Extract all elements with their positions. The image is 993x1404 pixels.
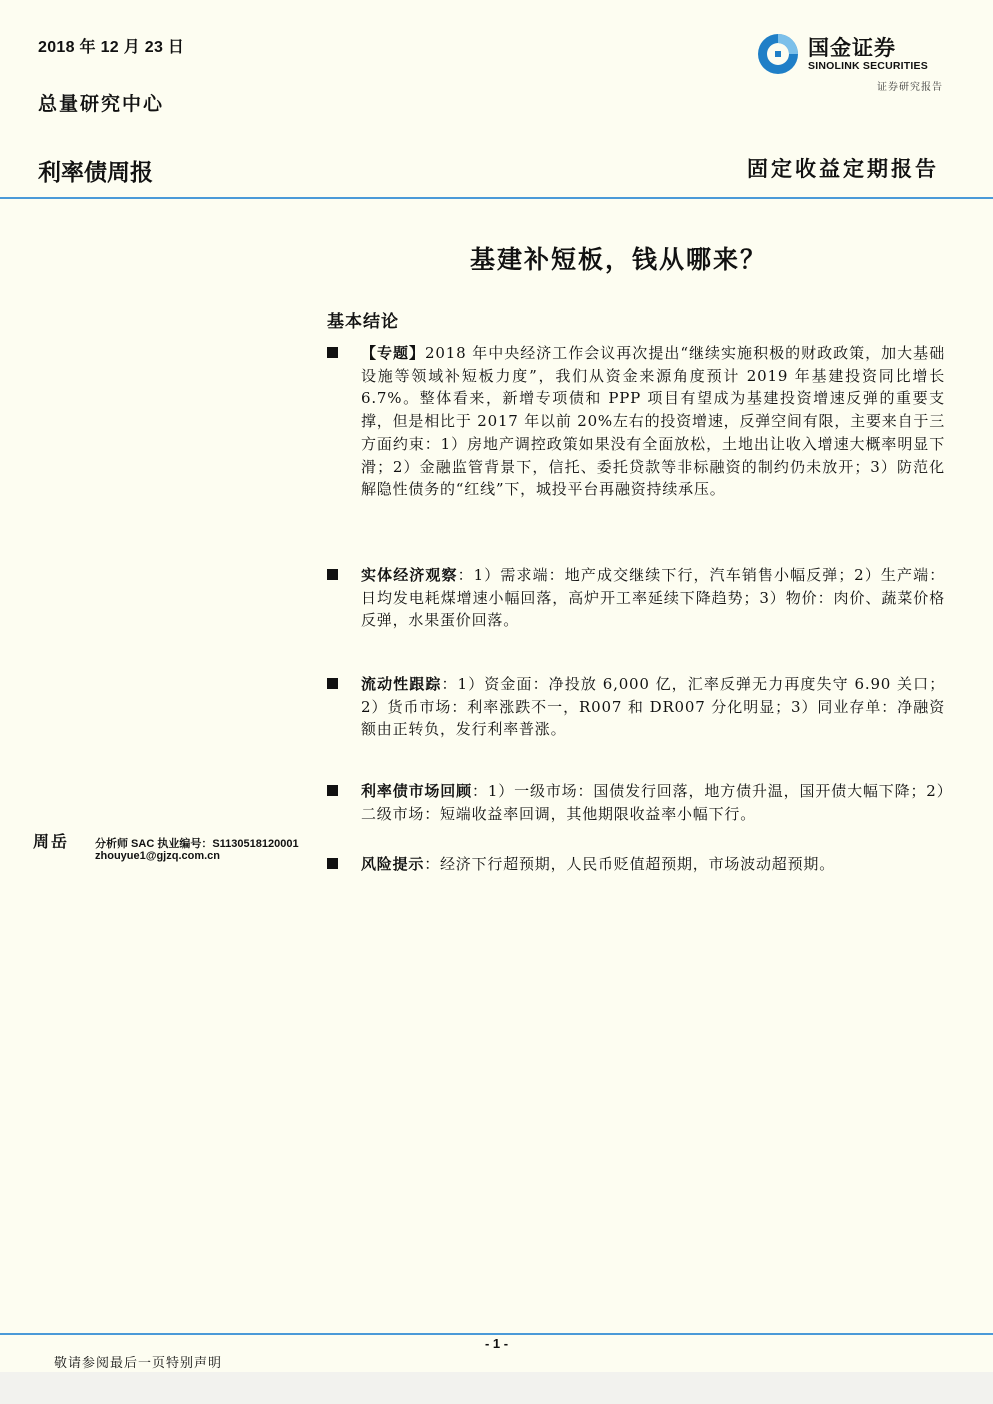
bullet-lead: 利率债市场回顾 xyxy=(361,782,472,800)
report-title: 利率债周报 xyxy=(38,160,153,186)
report-type: 固定收益定期报告 xyxy=(747,156,939,181)
page-bottom-band xyxy=(0,1372,993,1404)
page-number: - 1 - xyxy=(484,1336,509,1351)
section-title: 基本结论 xyxy=(327,312,399,332)
bullet-lead: 流动性跟踪 xyxy=(361,675,442,693)
bullet-lead: 【专题】 xyxy=(361,344,426,362)
research-center: 总量研究中心 xyxy=(38,93,165,115)
headline: 基建补短板，钱从哪来？ xyxy=(470,245,768,274)
bullet-body: 2018 年中央经济工作会议再次提出“继续实施积极的财政政策，加大基础设施等领域补短板力度”，我们从资金来源角度预计 2019 年基建投资同比增长 6.7%。整体看来，新增专项债和 PPP 项目有望成为基建投资增速反弹的重要支撑，但是相比于 2017 年以前 20%左右的投资增速，反弹空间有限，主要来自于三方面约束：1）房地产调控政策如果没有全面放松，土地出让收入增速大概率明显下滑；2）金融监管背景下，信托、委托贷款等非标融资的制约仍未放开；3）防范化解隐性债务的“红线”下，城投平台再融资持续承压。 xyxy=(361,344,945,499)
author-email[interactable]: zhouyue1@gjzq.com.cn xyxy=(95,850,221,862)
bullet-item xyxy=(327,853,945,876)
header-divider xyxy=(0,197,993,199)
company-logo xyxy=(756,32,944,78)
bullet-item xyxy=(327,780,945,825)
report-date: 2018 年 12 月 23 日 xyxy=(38,39,185,56)
bullet-text xyxy=(361,673,945,741)
author-sac-id: 分析师 SAC 执业编号：S1130518120001 xyxy=(95,838,299,850)
bullet-item xyxy=(327,673,945,741)
bullet-body: ：经济下行超预期，人民币贬值超预期，市场波动超预期。 xyxy=(424,855,836,873)
bullet-body: ：1）一级市场：国债发行回落，地方债升温，国开债大幅下降；2）二级市场：短端收益率回调，其他期限收益率小幅下行。 xyxy=(361,782,946,823)
bullet-item xyxy=(327,342,945,501)
logo-subtitle: 证券研究报告 xyxy=(877,82,943,93)
author-name: 周岳 xyxy=(33,832,70,851)
logo-name-en: SINOLINK SECURITIES xyxy=(808,60,928,72)
bullet-item xyxy=(327,564,945,632)
bullet-square-icon xyxy=(327,678,338,689)
disclaimer-note: 敬请参阅最后一页特别声明 xyxy=(54,1356,223,1371)
logo-name-cn: 国金证券 xyxy=(808,36,896,60)
bullet-body: ：1）需求端：地产成交继续下行，汽车销售小幅反弹；2）生产端：日均发电耗煤增速小幅回落，高炉开工率延续下降趋势；3）物价：肉价、蔬菜价格反弹，水果蛋价回落。 xyxy=(361,566,945,630)
bullet-lead: 实体经济观察 xyxy=(361,566,458,584)
bullet-body: ：1）资金面：净投放 6,000 亿，汇率反弹无力再度失守 6.90 关口；2）货币市场：利率涨跌不一，R007 和 DR007 分化明显；3）同业存单：净融资额由正转负，发行利率普涨。 xyxy=(361,675,945,739)
bullet-square-icon xyxy=(327,858,338,869)
footer-divider xyxy=(0,1333,993,1335)
bullet-lead: 风险提示 xyxy=(361,855,425,873)
bullet-text xyxy=(361,564,945,632)
bullet-square-icon xyxy=(327,347,338,358)
bullet-square-icon xyxy=(327,785,338,796)
bullet-square-icon xyxy=(327,569,338,580)
bullet-text xyxy=(361,342,945,501)
bullet-text xyxy=(361,780,945,825)
bullet-text xyxy=(361,853,945,876)
sinolink-logo-icon xyxy=(756,32,800,76)
